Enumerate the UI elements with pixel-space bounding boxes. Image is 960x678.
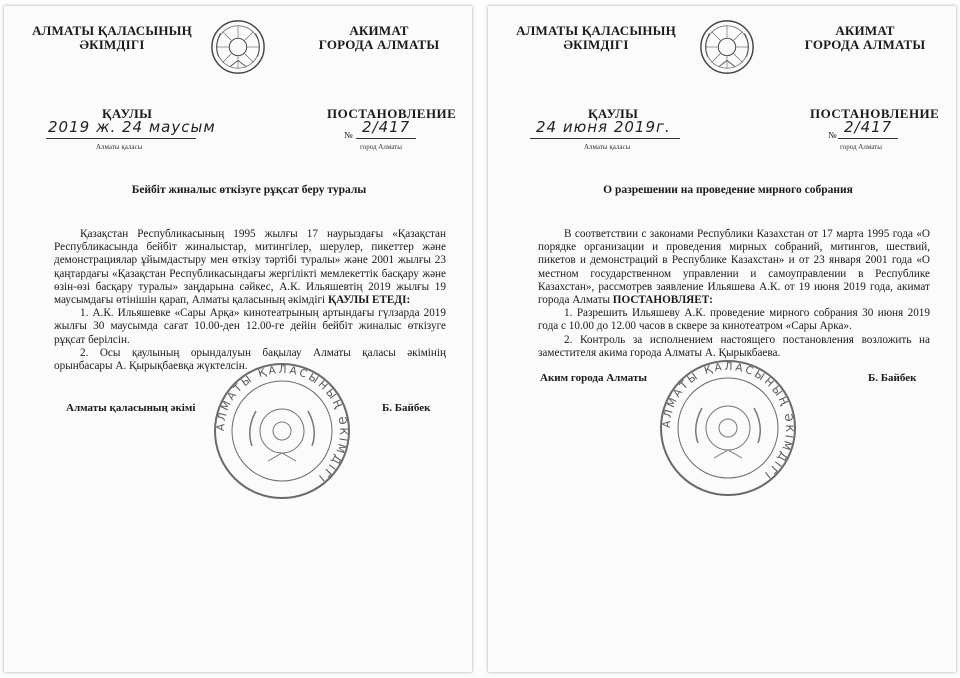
- decree-label-kazakh: ҚАУЛЫ: [588, 106, 639, 121]
- state-emblem-icon: [209, 18, 267, 76]
- seal-text: АЛМАТЫ ҚАЛАСЫНЫҢ ӘКІМДІГІ: [214, 363, 350, 485]
- decree-label-russian: ПОСТАНОВЛЕНИЕ: [327, 106, 457, 121]
- resolution-bold: ҚАУЛЫ ЕТЕДІ:: [327, 294, 411, 307]
- paragraph-1: В соответствии с законами Республики Казахстан от 17 марта 1995 года «О порядке организации и проведения мирных собраний, митингов, шествий, пикетов и демонстраций в Республике Казахстан» и от 23 января 2001 года «О местном государственном управлении и самоуправлении в Республике Казахстан», рассмотрев заявление Ильяшева А.К. от 19 июня 2019 года, акимат города Алматы ПОСТАНОВЛЯЕТ:: [538, 228, 930, 307]
- header-left-line-1: АЛМАТЫ ҚАЛАСЫНЫҢ: [32, 23, 192, 38]
- place-label-right: город Алматы: [840, 143, 882, 151]
- header-right-line-1: АКИМАТ: [835, 23, 895, 38]
- number-handwritten: 2/417: [362, 118, 411, 136]
- paragraph-1: Қазақстан Республикасының 1995 жылғы 17 наурыздағы «Қазақстан Республикасында бейбіт жиналыстар, митингілер, шерулер, пикеттер және демонстрациялар ұйымдастыру мен өткізу тәртібі туралы» және 2001 жылғы 23 қаңтардағы «Қазақстан Республикасындағы жергілікті мемлекеттік басқару және өзін-өзі басқару туралы» заңдарына сәйкес, А.К. Ильяшевтің 2019 жылғы 19 маусымдағы өтінішін қарап, Алматы қаласының әкімдігі ҚАУЛЫ ЕТЕДІ:: [54, 228, 446, 307]
- number-line: [356, 138, 416, 139]
- number-prefix: №: [828, 130, 837, 140]
- document-title: Бейбіт жиналыс өткізуге рұқсат беру туралы: [131, 184, 367, 196]
- resolution-bold: ПОСТАНОВЛЯЕТ:: [612, 294, 713, 307]
- place-label-left: Алматы қаласы: [96, 143, 143, 151]
- signer-name: Б. Байбек: [868, 372, 917, 384]
- state-emblem-icon: [698, 18, 756, 76]
- decree-label-kazakh: ҚАУЛЫ: [102, 106, 153, 121]
- document-page-kazakh: [4, 6, 472, 672]
- date-line: [46, 138, 196, 139]
- header-right-line-2: ГОРОДА АЛМАТЫ: [804, 37, 926, 52]
- official-seal-icon: [212, 361, 352, 501]
- date-handwritten: 24 июня 2019г.: [536, 118, 671, 136]
- place-label-right: город Алматы: [360, 143, 402, 151]
- item-1: 1. Разрешить Ильяшеву А.К. проведение мирного собрания 30 июня 2019 года с 10.00 до 12.00 часов в сквере за кинотеатром «Сары Арка».: [538, 307, 930, 333]
- date-handwritten: 2019 ж. 24 маусым: [48, 118, 216, 136]
- header-right: [790, 24, 940, 52]
- seal-text: АЛМАТЫ ҚАЛАСЫНЫҢ ӘКІМДІГІ: [660, 360, 796, 482]
- document-body: [54, 228, 446, 373]
- header-left: [32, 24, 192, 52]
- signer-name: Б. Байбек: [382, 402, 431, 414]
- header-right: [304, 24, 454, 52]
- item-2: 2. Контроль за исполнением настоящего постановления возложить на заместителя акима города Алматы А. Қырыкбаева.: [538, 333, 930, 359]
- header-right-line-1: АКИМАТ: [349, 23, 409, 38]
- item-1: 1. А.К. Ильяшевке «Сары Арқа» кинотеатрының артындағы гүлзарда 2019 жылғы 30 маусымда сағат 10.00-ден 12.00-ге дейін бейбіт жиналыс өткізуге рұқсат берілсін.: [54, 307, 446, 346]
- signer-title: Аким города Алматы: [540, 372, 647, 384]
- document-body: [538, 228, 930, 360]
- number-handwritten: 2/417: [844, 118, 893, 136]
- document-title: О разрешении на проведение мирного собрания: [603, 184, 853, 196]
- header-left-line-2: ӘКІМДІГІ: [79, 37, 145, 52]
- header-left-line-2: ӘКІМДІГІ: [563, 37, 629, 52]
- item-2: 2. Осы қаулының орындалуын бақылау Алматы қаласы әкімінің орынбасары А. Қырықбаевқа жүктелсін.: [54, 346, 446, 373]
- place-label-left: Алматы қаласы: [584, 143, 631, 151]
- header-right-line-2: ГОРОДА АЛМАТЫ: [318, 37, 440, 52]
- official-seal-icon: [658, 358, 798, 498]
- date-line: [530, 138, 680, 139]
- signer-title: Алматы қаласының әкімі: [66, 402, 196, 414]
- number-prefix: №: [344, 130, 353, 140]
- header-left-line-1: АЛМАТЫ ҚАЛАСЫНЫҢ: [516, 23, 676, 38]
- number-line: [838, 138, 898, 139]
- decree-label-russian: ПОСТАНОВЛЕНИЕ: [810, 106, 940, 121]
- header-left: [516, 24, 676, 52]
- document-page-russian: [488, 6, 956, 672]
